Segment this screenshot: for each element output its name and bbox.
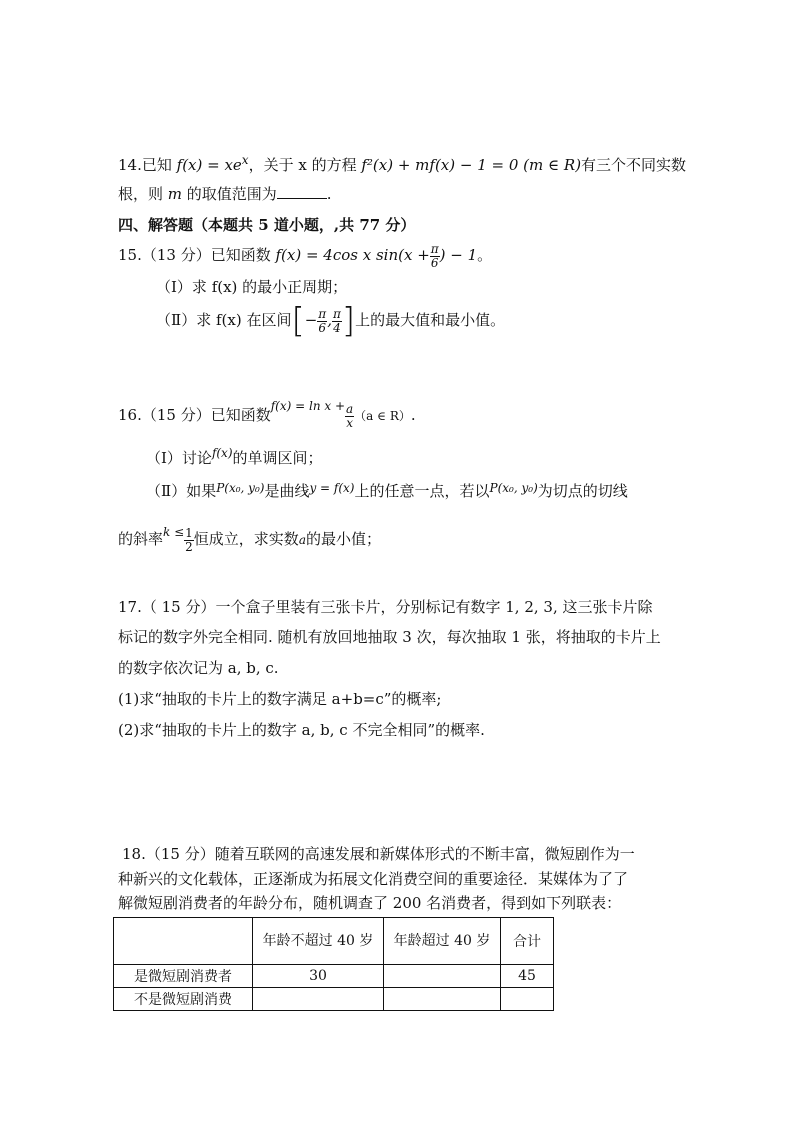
table-header-row bbox=[114, 918, 554, 965]
q14-equation: f²(x) + mf(x) − 1 = 0 (m ∈ R) bbox=[361, 156, 582, 174]
answer-blank bbox=[277, 184, 327, 199]
q18-line3: 解微短剧消费者的年龄分布，随机调查了 200 名消费者，得到如下列联表： bbox=[118, 894, 622, 912]
q15-part1: （Ⅰ）求 f(x) 的最小正周期； bbox=[156, 278, 348, 296]
table-cell: 合计 bbox=[501, 918, 554, 965]
table-row bbox=[114, 965, 554, 988]
table-cell: 年龄超过 40 岁 bbox=[384, 918, 501, 965]
q14-suffix: 有三个不同实数 bbox=[581, 156, 687, 174]
contingency-table bbox=[113, 917, 554, 1011]
table-cell: 30 bbox=[253, 965, 384, 988]
q16-line4: 的斜率$^{k \le}$ $\frac{1}{2}$ 恒成立，求实数a的最小值； bbox=[118, 525, 381, 554]
q14-line1 bbox=[118, 150, 686, 175]
table-row bbox=[114, 988, 554, 1011]
table-cell: 不是微短剧消费 bbox=[114, 988, 253, 1011]
q16-part2: （Ⅱ）如果$^{P(x_0, y_0)}$是曲线$^{y = f(x)}$上的任意一点，若以$^{P(x_0, y_0)}$为切点的切线 bbox=[146, 481, 628, 500]
table-cell bbox=[384, 988, 501, 1011]
q14-prefix: 14.已知 bbox=[118, 156, 172, 174]
q14-func: $f(x) = xe^x$ bbox=[176, 153, 249, 174]
section-heading: 四、解答题（本题共 5 道小题，,共 77 分） bbox=[118, 216, 416, 234]
q17-line3: 的数字依次记为 a, b, c. bbox=[118, 659, 279, 677]
q18-line1: 18.（15 分）随着互联网的高速发展和新媒体形式的不断丰富，微短剧作为一 bbox=[122, 845, 635, 863]
q16-part1: （Ⅰ）讨论$^{f(x)}$的单调区间； bbox=[146, 446, 323, 467]
table-cell bbox=[253, 988, 384, 1011]
q17-part1: (1)求“抽取的卡片上的数字满足 a+b=c”的概率; bbox=[118, 690, 442, 708]
table-cell bbox=[384, 965, 501, 988]
q14-mid: ，关于 x 的方程 bbox=[248, 156, 362, 174]
q17-line2: 标记的数字外完全相同. 随机有放回地抽取 3 次，每次抽取 1 张，将抽取的卡片上 bbox=[118, 628, 661, 646]
table-cell bbox=[114, 918, 253, 965]
q17-line1: 17.（ 15 分）一个盒子里装有三张卡片，分别标记有数字 1, 2, 3, 这三张卡片除 bbox=[118, 598, 653, 616]
table-cell bbox=[501, 988, 554, 1011]
q14-line2: 根，则 m 的取值范围为 . bbox=[118, 185, 332, 203]
q18-line2: 种新兴的文化载体，正逐渐成为拓展文化消费空间的重要途径．某媒体为了了 bbox=[118, 870, 629, 888]
table-cell: 45 bbox=[501, 965, 554, 988]
table-cell: 年龄不超过 40 岁 bbox=[253, 918, 384, 965]
q15-part2: （Ⅱ）求 f(x) 在区间[− $\frac{\pi}{6}$ , $\frac{\pi}{4}$ ]上的最大值和最小值。 bbox=[156, 301, 506, 341]
q17-part2: (2)求“抽取的卡片上的数字 a, b, c 不完全相同”的概率. bbox=[118, 721, 485, 739]
q16-intro: 16.（15 分）已知函数$^{f(x) = ln x +}$ $\frac{a}{x}$ （a ∈ R）. bbox=[118, 399, 416, 430]
table-cell: 是微短剧消费者 bbox=[114, 965, 253, 988]
q15-intro: 15.（13 分）已知函数 f(x) = 4cos x sin(x + $\frac{\pi}{6}$ ) − 1。 bbox=[118, 241, 493, 270]
